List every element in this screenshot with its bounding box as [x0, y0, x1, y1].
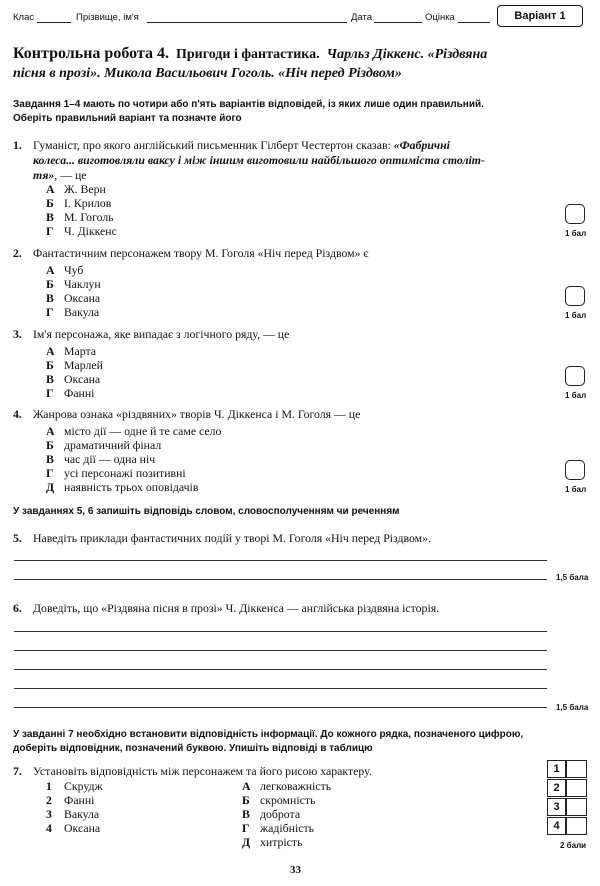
- page-title: [13, 44, 588, 65]
- title-authors-1: Чарльз Діккенс. «Різдвяна: [326, 47, 488, 62]
- q7-left-column: [46, 779, 103, 835]
- q7-table-num-2: 2: [547, 779, 566, 797]
- q3-option-d[interactable]: Г Фанні: [46, 386, 95, 400]
- q2-points: 1 бал: [565, 311, 587, 320]
- q1-option-b[interactable]: Б І. Крилов: [46, 196, 112, 210]
- q5-answer-line-1[interactable]: [14, 560, 547, 561]
- q7-right-item-b: Б скромність: [242, 793, 316, 807]
- q7-right-item-e: Д хитрість: [242, 835, 303, 849]
- date-field[interactable]: [374, 22, 422, 23]
- q1-text-ital-3: тя»: [33, 168, 55, 182]
- q3-option-b[interactable]: Б Марлей: [46, 358, 103, 372]
- q4-options: [46, 424, 221, 494]
- q1-text-plain-1: Гуманіст, про якого англійський письменник Гілберт Честертон сказав:: [33, 138, 394, 152]
- q7-left-item-3: 3 Вакула: [46, 807, 100, 821]
- q6-answer-line-5[interactable]: [14, 707, 547, 708]
- q1-option-d[interactable]: Г Ч. Діккенс: [46, 224, 117, 238]
- q4-option-b[interactable]: Б драматичний фінал: [46, 438, 162, 452]
- title-authors-2: пісня в прозі». Микола Васильович Гоголь. «Ніч перед Різдвом»: [13, 66, 402, 81]
- name-label: Прізвище, ім'я: [76, 12, 139, 23]
- q2-option-d[interactable]: Г Вакула: [46, 305, 100, 319]
- q1-text: [33, 138, 553, 183]
- q6-answer-line-1[interactable]: [14, 631, 547, 632]
- q3-points: 1 бал: [565, 391, 587, 400]
- name-field[interactable]: [147, 22, 347, 23]
- q7-table-num-3: 3: [547, 798, 566, 816]
- q1-text-ital-1: «Фабричні: [393, 138, 450, 152]
- instruction-3-line1: У завданні 7 необхідно встановити відповідність інформації. До кожного рядка, позначеного цифрою,: [13, 729, 524, 740]
- q5-number: 5.: [13, 531, 22, 545]
- q4-option-a[interactable]: А місто дії — одне й те саме село: [46, 424, 222, 438]
- q7-table-num-1: 1: [547, 760, 566, 778]
- q6-number: 6.: [13, 601, 22, 615]
- q6-answer-line-2[interactable]: [14, 650, 547, 651]
- q4-option-c[interactable]: В час дії — одна ніч: [46, 452, 156, 466]
- q1-option-a[interactable]: А Ж. Верн: [46, 182, 106, 196]
- q7-left-item-2: 2 Фанні: [46, 793, 95, 807]
- q7-right-item-a: А легковажність: [242, 779, 332, 793]
- q1-options: [46, 182, 117, 238]
- instruction-3-line2: доберіть відповідник, позначений буквою. Упишіть відповіді в таблицю: [13, 743, 373, 754]
- q4-points: 1 бал: [565, 485, 587, 494]
- q3-answer-box[interactable]: [565, 366, 585, 386]
- page-number: 33: [290, 864, 301, 876]
- q2-option-a[interactable]: А Чуб: [46, 263, 84, 277]
- variant-badge: [497, 5, 583, 27]
- q7-table-answer-4[interactable]: [566, 817, 587, 835]
- q7-text: Установіть відповідність між персонажем та його рисою характеру.: [33, 764, 372, 778]
- class-label: Клас: [13, 12, 35, 23]
- q7-left-item-4: 4 Оксана: [46, 821, 101, 835]
- date-label: Дата: [351, 12, 373, 23]
- title-main: Контрольна робота 4.: [13, 45, 169, 62]
- instruction-2: У завданнях 5, 6 запишіть відповідь словом, словосполученням чи реченням: [13, 506, 400, 517]
- grade-label: Оцінка: [425, 12, 455, 23]
- q3-number: 3.: [13, 327, 22, 341]
- grade-field[interactable]: [458, 22, 490, 23]
- q4-option-d[interactable]: Г усі персонажі позитивні: [46, 466, 186, 480]
- q2-option-b[interactable]: Б Чаклун: [46, 277, 101, 291]
- q3-text: Ім'я персонажа, яке випадає з логічного ряду, — це: [33, 327, 290, 341]
- q3-options: [46, 344, 103, 400]
- q4-text: Жанрова ознака «різдвяних» творів Ч. Діккенса і М. Гоголя — це: [33, 407, 361, 421]
- class-field[interactable]: [37, 22, 71, 23]
- q7-points: 2 бали: [560, 841, 587, 850]
- q4-option-e[interactable]: Д наявність трьох оповідачів: [46, 480, 199, 494]
- q3-option-c[interactable]: В Оксана: [46, 372, 101, 386]
- q4-answer-box[interactable]: [565, 460, 585, 480]
- q6-points: 1,5 бала: [556, 703, 589, 712]
- q6-answer-line-3[interactable]: [14, 669, 547, 670]
- title-topic: Пригоди і фантастика.: [175, 47, 320, 62]
- q3-option-a[interactable]: А Марта: [46, 344, 97, 358]
- q1-text-ital-2: колеса... виготовляли ваксу і між іншим виготовили найбільшого оптиміста століт-: [33, 153, 485, 167]
- q6-answer-line-4[interactable]: [14, 688, 547, 689]
- variant-text: Варіант 1: [514, 10, 566, 22]
- q7-number: 7.: [13, 764, 22, 778]
- q1-points: 1 бал: [565, 229, 587, 238]
- q7-right-column: [242, 779, 331, 849]
- q7-left-item-1: 1 Скрудж: [46, 779, 103, 793]
- instruction-1-line1: Завдання 1–4 мають по чотири або п'ять варіантів відповідей, із яких лише один правильний.: [13, 99, 484, 110]
- q7-table-answer-3[interactable]: [566, 798, 587, 816]
- q7-table-answer-1[interactable]: [566, 760, 587, 778]
- q2-number: 2.: [13, 246, 22, 260]
- q2-options: [46, 263, 101, 319]
- q7-table-answer-2[interactable]: [566, 779, 587, 797]
- q2-answer-box[interactable]: [565, 286, 585, 306]
- q5-answer-line-2[interactable]: [14, 579, 547, 580]
- q1-option-c[interactable]: В М. Гоголь: [46, 210, 114, 224]
- q5-points: 1,5 бала: [556, 573, 589, 582]
- q1-answer-box[interactable]: [565, 204, 585, 224]
- q4-number: 4.: [13, 407, 22, 421]
- q2-option-c[interactable]: В Оксана: [46, 291, 101, 305]
- q7-right-item-d: Г жадібність: [242, 821, 315, 835]
- q1-number: 1.: [13, 138, 22, 152]
- q5-text: Наведіть приклади фантастичних подій у творі М. Гоголя «Ніч перед Різдвом».: [33, 531, 431, 545]
- q6-text: Доведіть, що «Різдвяна пісня в прозі» Ч. Діккенса — англійська різдвяна історія.: [33, 601, 440, 615]
- instruction-1-line2: Оберіть правильний варіант та позначте його: [13, 113, 242, 124]
- q2-text: Фантастичним персонажем твору М. Гоголя «Ніч перед Різдвом» є: [33, 246, 369, 260]
- q7-table-num-4: 4: [547, 817, 566, 835]
- q1-text-plain-3: , — це: [54, 168, 87, 182]
- q7-right-item-c: В доброта: [242, 807, 301, 821]
